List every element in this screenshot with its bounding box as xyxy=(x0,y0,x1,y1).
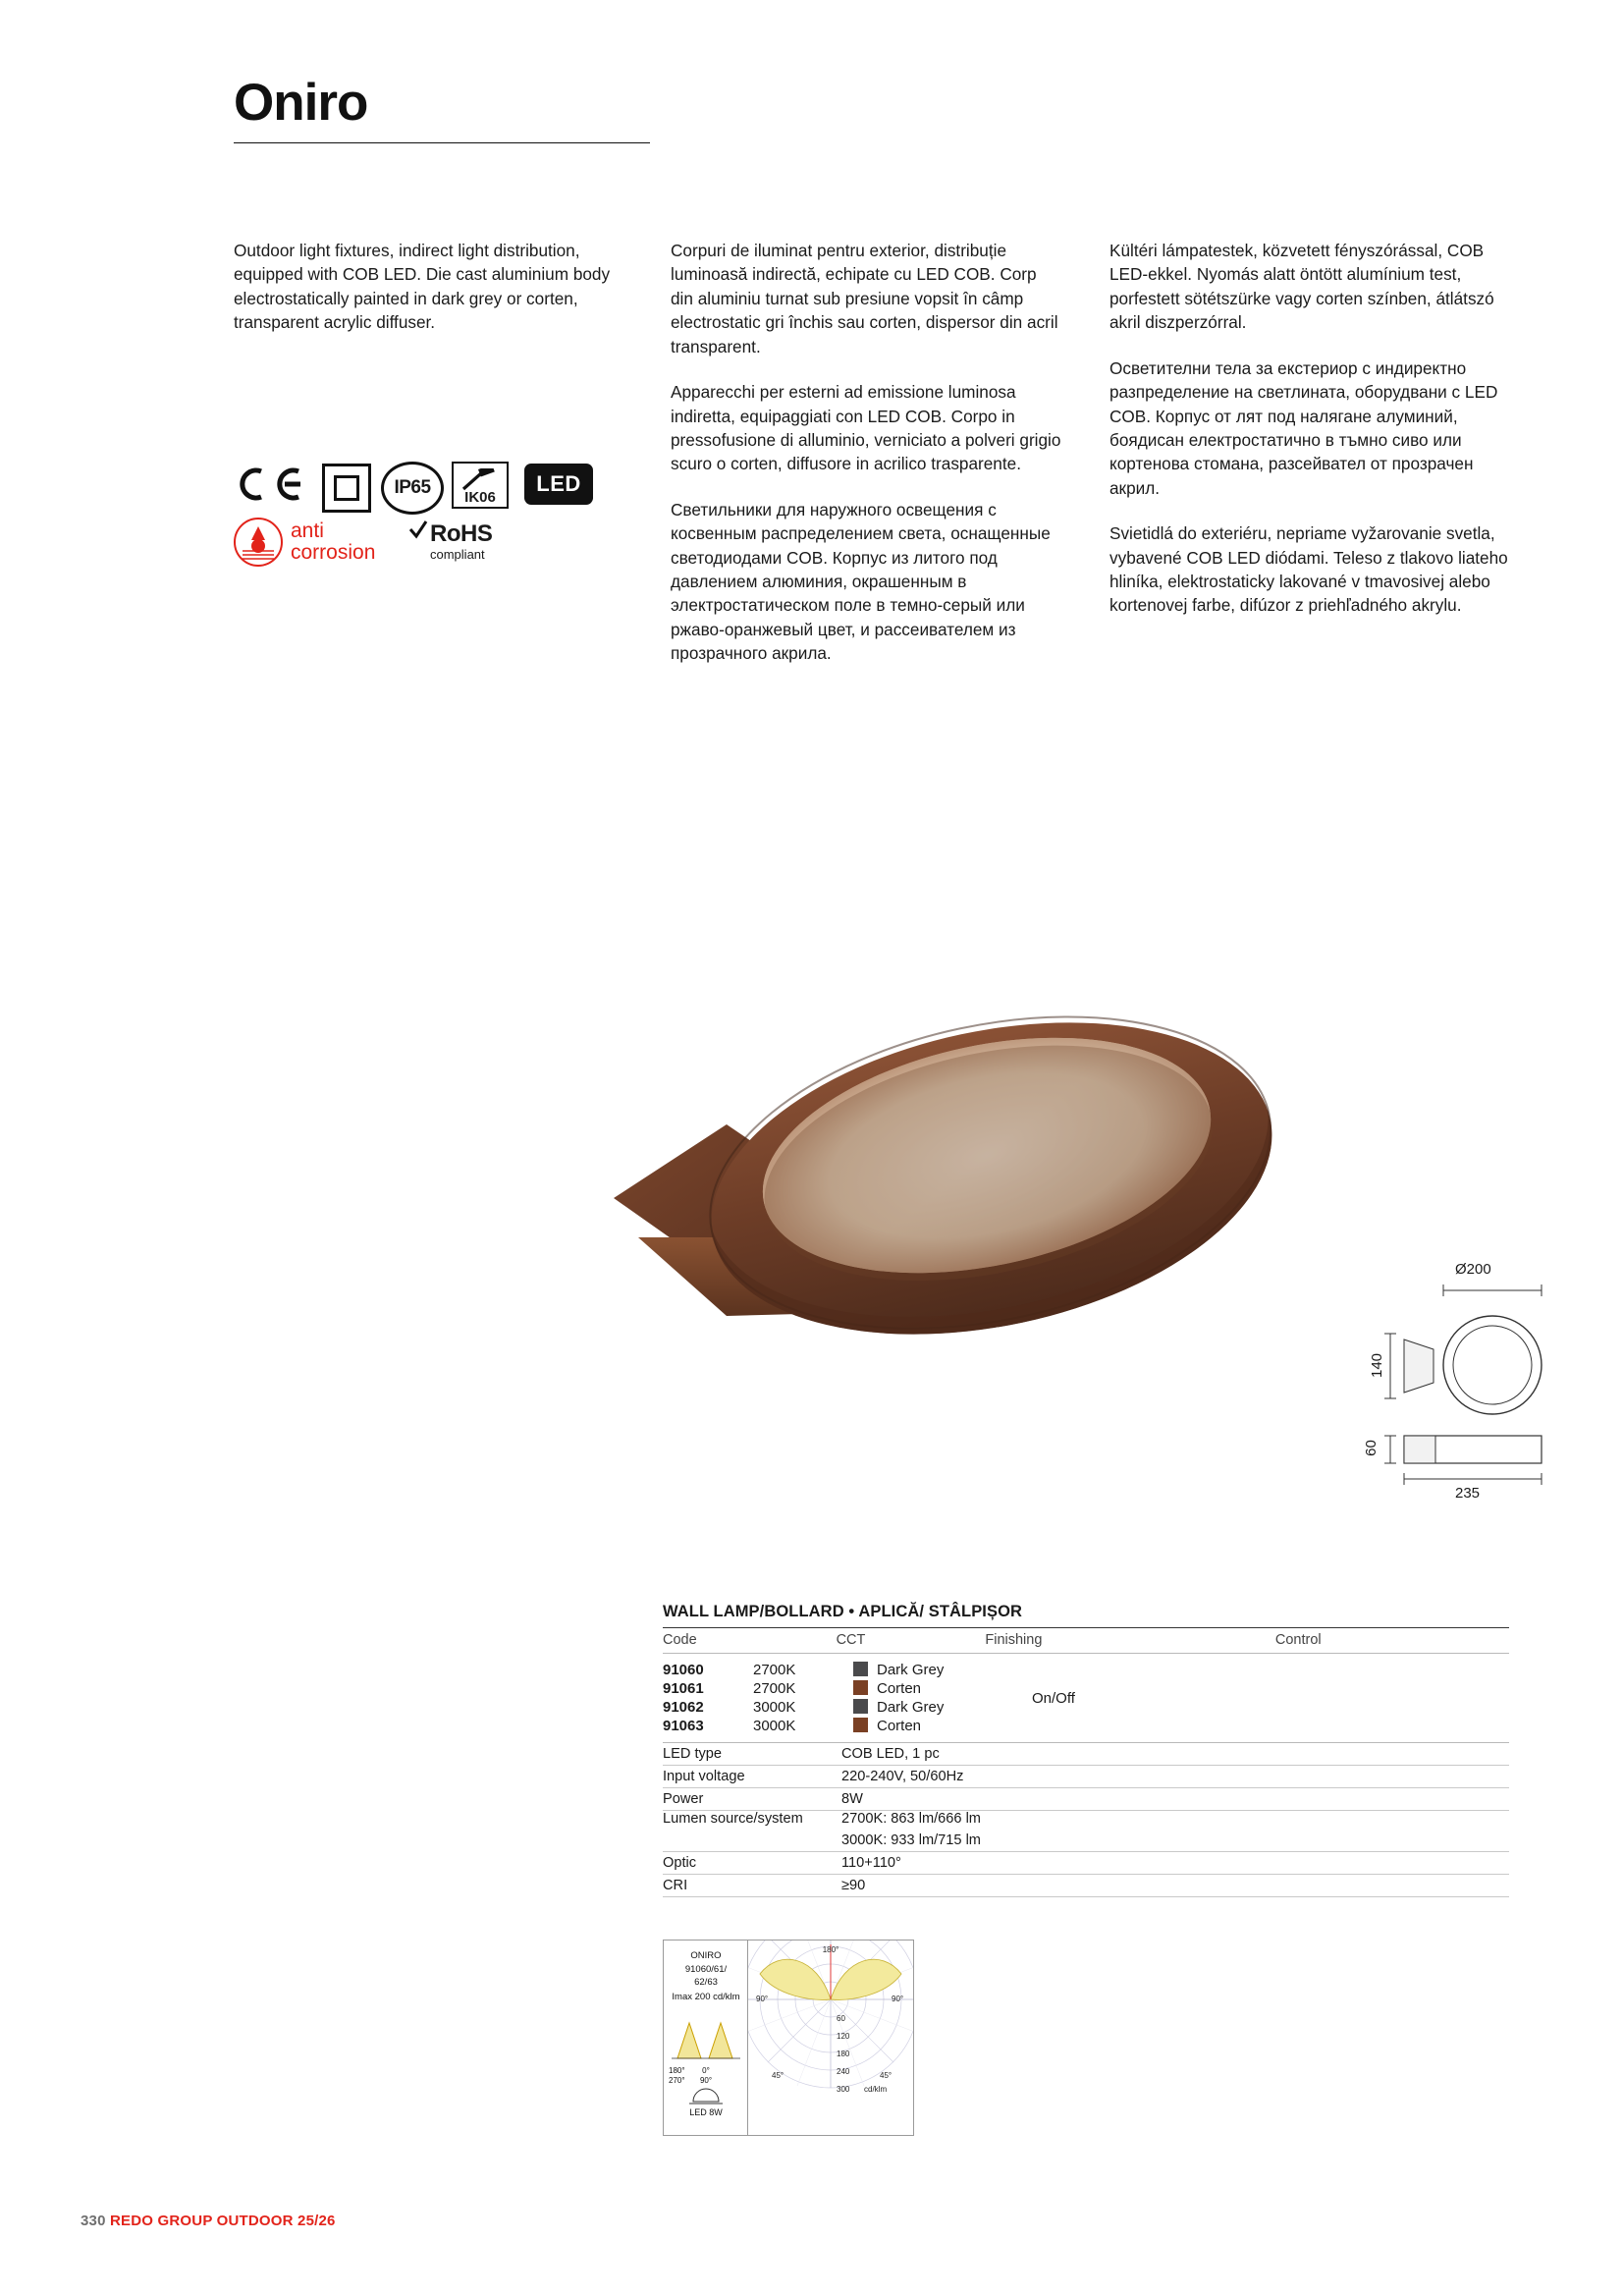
dimension-width: 235 xyxy=(1455,1485,1481,1502)
description-paragraph: Apparecchi per esterni ad emissione luminosa indiretta, equipaggiati con LED COB. Corpo in pressofusione di alluminio, verniciato a polveri grigio scuro o corten, diffusore in acrilico trasparente. xyxy=(671,382,1061,474)
svg-text:90°: 90° xyxy=(756,1995,769,2003)
property-row xyxy=(663,1852,1509,1875)
product-code: 91062 xyxy=(663,1699,704,1716)
photometric-info-panel xyxy=(664,1941,748,2135)
lamp-icon xyxy=(683,2088,729,2105)
photometric-product-name: ONIRO xyxy=(690,1950,722,1961)
description-column-ro-it-ru xyxy=(671,239,1063,687)
anti-corrosion-icon xyxy=(234,515,420,570)
description-paragraph: Outdoor light fixtures, indirect light distribution, equipped with COB LED. Die cast aluminium body electrostatically painted in dark grey or corten, transparent acrylic diffuser. xyxy=(234,241,611,333)
svg-text:cd/klm: cd/klm xyxy=(864,2085,888,2094)
svg-text:45°: 45° xyxy=(772,2071,784,2080)
photometric-diagram xyxy=(663,1940,914,2136)
rohs-label: RoHS xyxy=(430,519,493,547)
properties-table xyxy=(663,1743,1509,1897)
product-cct: 3000K xyxy=(753,1699,796,1716)
product-code: 91063 xyxy=(663,1718,704,1734)
svg-text:90°: 90° xyxy=(892,1995,904,2003)
column-header-finishing: Finishing xyxy=(985,1632,1043,1648)
corrosion-lines xyxy=(242,548,275,560)
description-paragraph: Corpuri de iluminat pentru exterior, distribuție luminoasă indirectă, echipate cu LED COB. Corp din aluminiu turnat sub presiune vopsit în câmp electrostatic gri închis sau corten, dispersor din acril transparent. xyxy=(671,241,1058,356)
ip65-rating-icon: IP65 xyxy=(381,462,444,515)
rohs-sublabel: compliant xyxy=(430,546,485,562)
photometric-codes-line1: 91060/61/ xyxy=(684,1964,728,1975)
photometric-polar-mini xyxy=(670,2009,742,2064)
title-divider xyxy=(234,142,650,143)
finish-label: Dark Grey xyxy=(877,1662,945,1678)
property-key: LED type xyxy=(663,1743,841,1766)
svg-text:60: 60 xyxy=(837,2014,845,2023)
drop-shape xyxy=(251,526,265,540)
anti-label-line1: anti xyxy=(291,519,324,542)
finish-swatch-dark-grey xyxy=(853,1662,868,1676)
anti-corrosion-symbol xyxy=(234,518,283,567)
spec-title: WALL LAMP/BOLLARD • APLICĂ/ STÂLPIȘOR xyxy=(663,1603,1023,1620)
table-row xyxy=(663,1661,1509,1679)
property-value: 2700K: 863 lm/666 lm xyxy=(841,1811,981,1827)
product-codes-table xyxy=(663,1628,1509,1653)
photometric-polar-chart xyxy=(748,1941,913,2135)
finish-label: Corten xyxy=(877,1718,922,1734)
title-block xyxy=(234,74,646,143)
product-cct: 3000K xyxy=(753,1718,796,1734)
property-row xyxy=(663,1743,1509,1766)
svg-text:180°: 180° xyxy=(822,1945,839,1954)
product-code: 91061 xyxy=(663,1680,704,1697)
description-column-english xyxy=(234,239,626,356)
column-header-code: Code xyxy=(663,1632,697,1648)
footer-brand: REDO GROUP OUTDOOR 25/26 xyxy=(110,2213,336,2229)
property-row xyxy=(663,1875,1509,1897)
property-value: COB LED, 1 pc xyxy=(841,1743,1509,1766)
description-paragraph: Светильники для наружного освещения с косвенным распределением света, оснащенные светодиодами COB. Корпус из литого под давлением алюминия, окрашенным в электростатическом поле в темно-серый или ржаво-оранжевый цвет, и рассеивателем из прозрачного акрила. xyxy=(671,499,1051,664)
anti-corrosion-text xyxy=(291,520,375,564)
property-key: Optic xyxy=(663,1852,841,1875)
property-value: 220-240V, 50/60Hz xyxy=(841,1766,1509,1788)
page-title: Oniro xyxy=(234,74,368,132)
specification-block xyxy=(663,1603,1509,1897)
class-2-insulation-icon xyxy=(322,464,371,513)
product-codes-body xyxy=(663,1661,1509,1735)
table-header-row xyxy=(663,1628,1509,1653)
finish-label: Dark Grey xyxy=(877,1699,945,1716)
product-finishing xyxy=(853,1661,1032,1679)
ce-mark-glyph xyxy=(234,465,306,503)
dimension-svg xyxy=(1306,1277,1561,1581)
page-number: 330 xyxy=(81,2213,106,2229)
photometric-angle-270: 270° xyxy=(669,2076,685,2085)
led-badge-icon: LED xyxy=(524,464,593,505)
rohs-icon xyxy=(430,517,548,568)
svg-text:180: 180 xyxy=(837,2050,850,2058)
property-value: 110+110° xyxy=(841,1852,1509,1875)
column-header-cct: CCT xyxy=(836,1632,866,1648)
anti-label-line2: corrosion xyxy=(291,541,376,564)
property-key: Input voltage xyxy=(663,1766,841,1788)
property-key: Power xyxy=(663,1788,841,1811)
hammer-icon xyxy=(461,468,495,492)
product-cct: 2700K xyxy=(753,1680,796,1697)
codes-header-rule xyxy=(663,1653,1509,1654)
product-code: 91060 xyxy=(663,1662,704,1678)
finish-swatch-corten xyxy=(853,1680,868,1695)
property-key: CRI xyxy=(663,1875,841,1897)
property-row xyxy=(663,1811,1509,1831)
finish-swatch-corten xyxy=(853,1718,868,1732)
property-value: 3000K: 933 lm/715 lm xyxy=(841,1830,1509,1852)
ce-mark-icon xyxy=(234,465,306,503)
checkmark-icon xyxy=(408,519,428,540)
description-paragraph: Svietidlá do exteriéru, nepriame vyžarovanie svetla, vybavené COB LED diódami. Teleso z tlakovo liateho hliníka, elektrostaticky lakované v tmavosivej alebo kortenovej farbe, difúzor z priehľadného akrylu. xyxy=(1109,523,1508,616)
product-illustration xyxy=(609,913,1414,1463)
finish-label: Corten xyxy=(877,1680,922,1697)
dimension-height: 140 xyxy=(1369,1352,1386,1379)
photometric-imax: Imax 200 cd/klm xyxy=(672,1992,740,2002)
column-header-control: Control xyxy=(1274,1632,1322,1648)
property-key xyxy=(663,1830,841,1852)
description-column-hu-bg-sk xyxy=(1109,239,1522,639)
property-row xyxy=(663,1830,1509,1852)
product-control: On/Off xyxy=(1032,1689,1075,1707)
ring-body xyxy=(681,969,1301,1382)
product-finishing xyxy=(853,1717,1032,1735)
certification-icons xyxy=(234,454,646,572)
property-value: ≥90 xyxy=(841,1875,1509,1897)
product-cct: 2700K xyxy=(753,1662,796,1678)
dimension-drawings xyxy=(1306,1261,1561,1581)
property-row xyxy=(663,1788,1509,1811)
photometric-lamp-label: LED 8W xyxy=(689,2107,723,2117)
property-row xyxy=(663,1766,1509,1788)
photometric-codes-line2: 62/63 xyxy=(694,1977,718,1988)
dimension-depth: 60 xyxy=(1362,1440,1380,1456)
svg-text:45°: 45° xyxy=(880,2071,893,2080)
svg-text:120: 120 xyxy=(837,2032,850,2041)
dimension-diameter: Ø200 xyxy=(1455,1261,1491,1278)
svg-text:300: 300 xyxy=(837,2085,850,2094)
photometric-angle-90: 90° xyxy=(699,2076,713,2085)
property-value: 8W xyxy=(841,1788,1509,1811)
page-footer xyxy=(81,2213,336,2229)
ik06-label: IK06 xyxy=(464,489,496,506)
svg-text:240: 240 xyxy=(837,2067,850,2076)
photometric-angle-0: 0° xyxy=(702,2066,710,2075)
property-key: Lumen source/system xyxy=(663,1811,803,1827)
description-paragraph: Осветителни тела за екстериор с индиректно разпределение на светлината, оборудвани с LED COB. Корпус от лят под налягане алуминий, боядисан електростатично в тъмно сиво или кортенова стомана, разсейвател от прозрачен акрил. xyxy=(1109,357,1498,498)
description-paragraph: Kültéri lámpatestek, közvetett fényszórással, COB LED-ekkel. Nyomás alatt öntött alumínium test, porfestett sötétszürke vagy corten színben, átlátszó akril diszperzórral. xyxy=(1109,241,1494,333)
product-photo xyxy=(609,913,1414,1463)
ik06-rating-icon xyxy=(452,462,509,509)
finish-swatch-dark-grey xyxy=(853,1699,868,1714)
product-finishing xyxy=(853,1679,1032,1698)
class-2-inner-square xyxy=(334,475,359,501)
photometric-angle-180: 180° xyxy=(669,2066,685,2075)
product-finishing xyxy=(853,1698,1032,1717)
